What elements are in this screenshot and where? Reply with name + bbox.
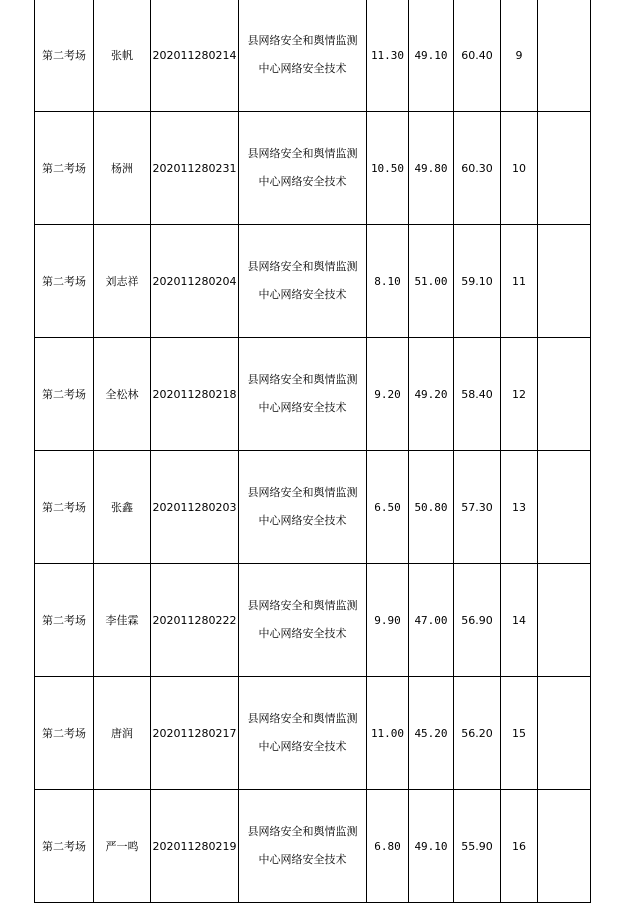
exam-id-cell: 202011280231	[151, 112, 239, 225]
rank-cell: 13	[501, 451, 538, 564]
total-score-cell: 55.90	[454, 790, 501, 903]
position-cell	[239, 564, 367, 677]
score-b-cell: 50.80	[409, 451, 454, 564]
total-score-cell: 56.20	[454, 677, 501, 790]
rank-cell: 16	[501, 790, 538, 903]
exam-id-cell: 202011280219	[151, 790, 239, 903]
exam-room-cell: 第二考场	[35, 564, 94, 677]
exam-id-cell: 202011280218	[151, 338, 239, 451]
remark-cell	[538, 112, 591, 225]
name-cell: 严一鸣	[94, 790, 151, 903]
rank-cell: 14	[501, 564, 538, 677]
exam-room-cell: 第二考场	[35, 338, 94, 451]
position-cell	[239, 225, 367, 338]
total-score-cell: 60.30	[454, 112, 501, 225]
exam-room-cell: 第二考场	[35, 677, 94, 790]
position-line-1: 县网络安全和舆情监测	[247, 486, 358, 499]
score-a-cell: 6.50	[367, 451, 409, 564]
position-cell	[239, 790, 367, 903]
remark-cell	[538, 564, 591, 677]
exam-room-cell: 第二考场	[35, 451, 94, 564]
position-cell	[239, 338, 367, 451]
name-cell: 杨洲	[94, 112, 151, 225]
table-row	[35, 0, 591, 112]
score-b-cell: 49.80	[409, 112, 454, 225]
score-a-cell: 8.10	[367, 225, 409, 338]
position-line-2: 中心网络安全技术	[258, 853, 347, 866]
remark-cell	[538, 451, 591, 564]
rank-cell: 12	[501, 338, 538, 451]
position-line-2: 中心网络安全技术	[258, 627, 347, 640]
score-table	[34, 0, 591, 903]
position-cell	[239, 451, 367, 564]
table-row	[35, 677, 591, 790]
score-a-cell: 9.90	[367, 564, 409, 677]
rank-cell: 9	[501, 0, 538, 112]
name-cell: 张帆	[94, 0, 151, 112]
table-row	[35, 112, 591, 225]
total-score-cell: 58.40	[454, 338, 501, 451]
score-b-cell: 49.20	[409, 338, 454, 451]
position-line-1: 县网络安全和舆情监测	[247, 373, 358, 386]
position-line-1: 县网络安全和舆情监测	[247, 147, 358, 160]
table-row	[35, 451, 591, 564]
table-row	[35, 338, 591, 451]
exam-id-cell: 202011280214	[151, 0, 239, 112]
table-body	[35, 0, 591, 903]
name-cell: 唐润	[94, 677, 151, 790]
table-row	[35, 564, 591, 677]
rank-cell: 11	[501, 225, 538, 338]
score-a-cell: 9.20	[367, 338, 409, 451]
position-line-2: 中心网络安全技术	[258, 62, 347, 75]
remark-cell	[538, 677, 591, 790]
name-cell: 刘志祥	[94, 225, 151, 338]
total-score-cell: 60.40	[454, 0, 501, 112]
score-b-cell: 45.20	[409, 677, 454, 790]
remark-cell	[538, 0, 591, 112]
remark-cell	[538, 225, 591, 338]
rank-cell: 15	[501, 677, 538, 790]
position-line-2: 中心网络安全技术	[258, 401, 347, 414]
exam-id-cell: 202011280217	[151, 677, 239, 790]
position-line-2: 中心网络安全技术	[258, 175, 347, 188]
table-row	[35, 790, 591, 903]
position-line-1: 县网络安全和舆情监测	[247, 712, 358, 725]
position-line-2: 中心网络安全技术	[258, 288, 347, 301]
remark-cell	[538, 338, 591, 451]
position-line-1: 县网络安全和舆情监测	[247, 825, 358, 838]
score-a-cell: 11.30	[367, 0, 409, 112]
exam-room-cell: 第二考场	[35, 225, 94, 338]
score-a-cell: 11.00	[367, 677, 409, 790]
exam-room-cell: 第二考场	[35, 0, 94, 112]
score-b-cell: 49.10	[409, 0, 454, 112]
name-cell: 全松林	[94, 338, 151, 451]
position-cell	[239, 112, 367, 225]
exam-room-cell: 第二考场	[35, 112, 94, 225]
position-cell	[239, 677, 367, 790]
position-line-1: 县网络安全和舆情监测	[247, 599, 358, 612]
rank-cell: 10	[501, 112, 538, 225]
table-row	[35, 225, 591, 338]
exam-room-cell: 第二考场	[35, 790, 94, 903]
position-cell	[239, 0, 367, 112]
position-line-1: 县网络安全和舆情监测	[247, 34, 358, 47]
total-score-cell: 56.90	[454, 564, 501, 677]
position-line-2: 中心网络安全技术	[258, 514, 347, 527]
total-score-cell: 59.10	[454, 225, 501, 338]
name-cell: 李佳霖	[94, 564, 151, 677]
exam-id-cell: 202011280203	[151, 451, 239, 564]
exam-id-cell: 202011280222	[151, 564, 239, 677]
name-cell: 张鑫	[94, 451, 151, 564]
remark-cell	[538, 790, 591, 903]
position-line-1: 县网络安全和舆情监测	[247, 260, 358, 273]
score-a-cell: 10.50	[367, 112, 409, 225]
exam-id-cell: 202011280204	[151, 225, 239, 338]
score-b-cell: 51.00	[409, 225, 454, 338]
score-a-cell: 6.80	[367, 790, 409, 903]
score-b-cell: 47.00	[409, 564, 454, 677]
total-score-cell: 57.30	[454, 451, 501, 564]
position-line-2: 中心网络安全技术	[258, 740, 347, 753]
score-b-cell: 49.10	[409, 790, 454, 903]
